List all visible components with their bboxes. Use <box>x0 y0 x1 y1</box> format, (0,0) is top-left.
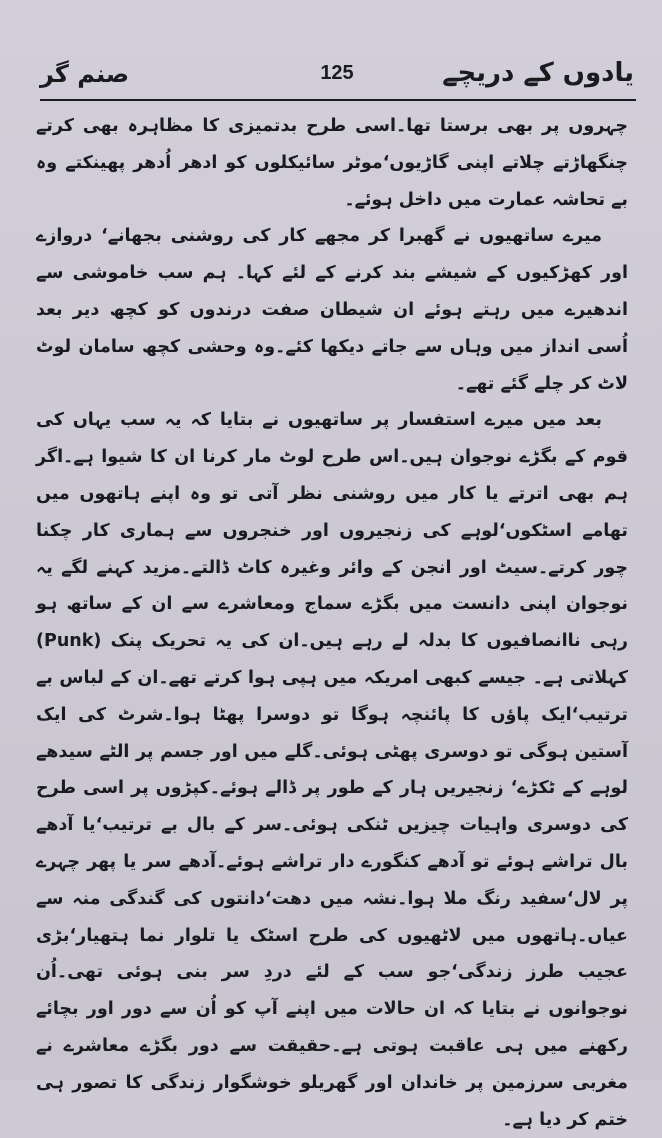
paragraph: چہروں پر بھی برستا تھا۔اسی طرح بدتمیزی کا مظاہرہ بھی کرتے چنگھاڑتے چلاتے اپنی گاڑیوں‘موٹر سائیکلوں کو ادھر اُدھر پھینکتے وہ بے تحاشہ عمارت میں داخل ہوئے۔ <box>36 116 628 210</box>
chapter-title: صنم گر <box>40 60 130 88</box>
page-header <box>40 52 634 98</box>
paragraph: میرے ساتھیوں نے گھبرا کر مجھے کار کی روشنی بجھانے‘ دروازے اور کھڑکیوں کے شیشے بند کرنے کے لئے کہا۔ ہم سب خاموشی سے اندھیرے میں رہتے ہوئے ان شیطان صفت درندوں کو کچھ دیر بعد اُسی انداز میں وہاں سے جاتے دیکھا کئے۔وہ وحشی کچھ سامان لوٹ لاٹ کر چلے گئے تھے۔ <box>36 226 628 394</box>
book-title: یادوں کے دریچے <box>442 58 634 88</box>
paragraph: بعد میں میرے استفسار پر ساتھیوں نے بتایا کہ یہ سب یہاں کی قوم کے بگڑے نوجوان ہیں۔اس طرح لوٹ مار کرنا ان کا شیوا ہے۔اگر ہم بھی اترتے یا کار میں روشنی نظر آتی تو وہ اپنے ہاتھوں میں تھامے اسٹکوں‘لوہے کی زنجیروں اور خنجروں سے ہماری کار چکنا چور کرتے۔سیٹ اور انجن کے وائر وغیرہ کاٹ ڈالتے۔مزید کہنے لگے یہ نوجوان اپنی دانست میں بگڑے سماج ومعاشرے سے ان کے ساتھ ہو رہی ناانصافیوں کا بدلہ لے رہے ہیں۔ان کی یہ تحریک پنک (Punk) کہلاتی ہے۔ جیسے کبھی امریکہ میں ہپی ہوا کرتے تھے۔ان کے لباس بے ترتیب‘ایک پاؤں کا پائنچہ ہوگا تو دوسرا پھٹا ہوا۔شرٹ کی ایک آستین ہوگی تو دوسری پھٹی ہوئی۔گلے میں اور جسم پر الٹے سیدھے لوہے کے ٹکڑے‘ زنجیریں ہار کے طور پر ڈالے ہوئے۔کپڑوں پر اسی طرح کی دوسری واہیات چیزیں ٹنکی ہوئی۔سر کے بال بے ترتیب‘یا آدھے بال تراشے ہوئے تو آدھے کنگورے دار تراشے ہوئے۔آدھے سر یا پھر چہرے پر لال‘سفید رنگ ملا ہوا۔نشہ میں دھت‘دانتوں کی گندگی منہ سے عیاں۔ہاتھوں میں لاٹھیوں کی طرح اسٹک یا تلوار نما ہتھیار‘بڑی عجیب طرز زندگی‘جو سب کے لئے دردِ سر بنی ہوئی تھی۔اُن نوجوانوں نے بتایا کہ ان حالات میں اپنے آپ کو اُن سے دور اور بچائے رکھنے میں ہی عاقبت ہوتی ہے۔حقیقت سے دور بگڑے معاشرے نے مغربی سرزمین پر خاندان اور گھریلو خوشگوار زندگی کا تصور ہی ختم کر دیا ہے۔ <box>36 410 628 1130</box>
page-body <box>36 108 628 1138</box>
page-number: 125 <box>320 62 354 84</box>
header-divider <box>40 99 636 101</box>
